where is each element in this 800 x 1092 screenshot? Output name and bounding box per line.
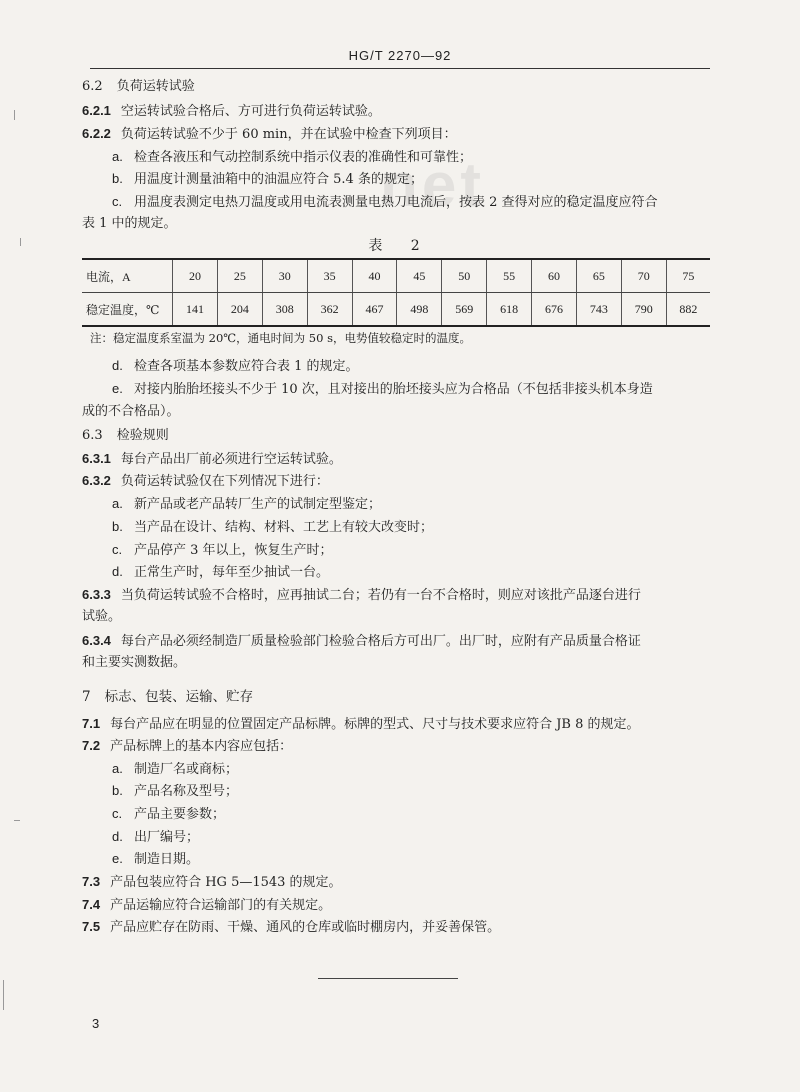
section-number: 6.3 (82, 428, 103, 443)
clause-7-4 (82, 896, 712, 915)
page-number: 3 (92, 1016, 100, 1031)
clause-text: 产品应贮存在防雨、干燥、通风的仓库或临时棚房内，并妥善保管。 (110, 920, 501, 935)
list-item (112, 148, 712, 167)
list-marker: c. (112, 542, 123, 557)
section-7-heading (82, 685, 253, 705)
table-cell: 790 (621, 293, 666, 327)
list-item (112, 850, 712, 869)
clause-6-3-2 (82, 472, 712, 491)
list-item (112, 193, 712, 212)
list-text: 新产品或老产品转厂生产的试制定型鉴定； (134, 497, 382, 512)
list-marker: a. (112, 761, 123, 776)
table-cell: 65 (576, 259, 621, 293)
list-item (112, 495, 712, 514)
clause-6-2-2 (82, 125, 712, 144)
list-item (112, 805, 712, 824)
clause-text: 产品标牌上的基本内容应包括： (110, 739, 293, 754)
clause-continuation: 和主要实测数据。 (82, 655, 187, 670)
table-cell: 204 (217, 293, 262, 327)
clause-text: 空运转试验合格后、方可进行负荷运转试验。 (120, 104, 381, 119)
section-number: 6.2 (82, 79, 103, 94)
clause-text: 产品运输应符合运输部门的有关规定。 (110, 898, 332, 913)
clause-number: 7.5 (82, 919, 101, 934)
table-cell: 882 (666, 293, 710, 327)
data-table (82, 258, 710, 327)
table-title: 表 2 (368, 238, 432, 254)
clause-7-2 (82, 737, 712, 756)
list-marker: c. (112, 806, 123, 821)
table-cell: 743 (576, 293, 621, 327)
clause-7-1 (82, 715, 712, 734)
section-title: 负荷运转试验 (116, 79, 195, 94)
table-cell: 50 (442, 259, 487, 293)
list-marker: d. (112, 829, 123, 844)
table-cell: 618 (487, 293, 532, 327)
list-item (112, 828, 712, 847)
list-text: 用温度计测量油箱中的油温应符合 5.4 条的规定； (134, 172, 423, 187)
table-row (82, 259, 710, 293)
table-cell: 25 (217, 259, 262, 293)
table-cell: 498 (397, 293, 442, 327)
scan-mark (3, 980, 4, 1010)
list-text: 检查各液压和气动控制系统中指示仪表的准确性和可靠性； (134, 150, 473, 165)
list-item (112, 760, 712, 779)
clause-number: 7.1 (82, 716, 101, 731)
list-item (112, 380, 712, 399)
table-row (82, 293, 710, 327)
row-header: 电流，A (82, 259, 173, 293)
list-item (112, 518, 712, 537)
clause-number: 6.3.1 (82, 451, 111, 466)
table-note: 注：稳定温度系室温为 20℃，通电时间为 50 s，电势值较稳定时的温度。 (90, 331, 471, 345)
clause-number: 7.4 (82, 897, 101, 912)
section-number: 7 (82, 689, 91, 705)
list-text: 检查各项基本参数应符合表 1 的规定。 (134, 359, 359, 374)
list-item-continuation: 表 1 中的规定。 (82, 216, 177, 231)
clause-text: 负荷运转试验不少于 60 min，并在试验中检查下列项目： (120, 127, 457, 142)
clause-6-3-3 (82, 586, 712, 605)
clause-number: 6.3.3 (82, 587, 111, 602)
clause-text: 每台产品出厂前必须进行空运转试验。 (120, 452, 342, 467)
clause-number: 6.3.4 (82, 633, 111, 648)
table-cell: 45 (397, 259, 442, 293)
list-marker: a. (112, 496, 123, 511)
clause-number: 6.2.1 (82, 103, 111, 118)
clause-6-2-1 (82, 102, 712, 121)
clause-number: 7.3 (82, 874, 101, 889)
table-cell: 55 (487, 259, 532, 293)
list-item (112, 170, 712, 189)
table-cell: 141 (173, 293, 218, 327)
table-cell: 75 (666, 259, 710, 293)
scan-mark (20, 238, 21, 246)
table-cell: 20 (173, 259, 218, 293)
list-marker: e. (112, 851, 123, 866)
row-header: 稳定温度，℃ (82, 293, 173, 327)
table-cell: 362 (307, 293, 352, 327)
clause-number: 6.3.2 (82, 473, 111, 488)
list-marker: e. (112, 381, 123, 396)
clause-text: 产品包装应符合 HG 5—1543 的规定。 (110, 875, 342, 890)
scan-mark (14, 820, 20, 821)
table-cell: 569 (442, 293, 487, 327)
clause-7-3 (82, 873, 712, 892)
table-cell: 35 (307, 259, 352, 293)
list-text: 对接内胎胎坯接头不少于 10 次，且对接出的胎坯接头应为合格品（不包括非接头机本身造 (134, 382, 653, 397)
table-cell: 676 (532, 293, 577, 327)
clause-text: 每台产品应在明显的位置固定产品标牌。标牌的型式、尺寸与技术要求应符合 JB 8 的规定。 (110, 717, 640, 732)
list-marker: d. (112, 358, 123, 373)
list-item (112, 357, 712, 376)
clause-6-3-4 (82, 632, 712, 651)
list-text: 制造厂名或商标； (134, 762, 239, 777)
table-cell: 467 (352, 293, 397, 327)
list-marker: b. (112, 171, 123, 186)
list-item-continuation: 成的不合格品）。 (82, 404, 180, 419)
list-text: 产品名称及型号； (134, 784, 239, 799)
header-rule (90, 68, 710, 69)
list-item (112, 782, 712, 801)
table-cell: 40 (352, 259, 397, 293)
clause-number: 7.2 (82, 738, 101, 753)
list-marker: b. (112, 519, 123, 534)
table-cell: 70 (621, 259, 666, 293)
clause-continuation: 试验。 (82, 609, 122, 624)
section-title: 检验规则 (116, 428, 169, 443)
clause-text: 负荷运转试验仅在下列情况下进行： (120, 474, 329, 489)
list-text: 产品主要参数； (134, 807, 226, 822)
watermark: net (380, 151, 485, 220)
clause-number: 6.2.2 (82, 126, 111, 141)
list-text: 正常生产时，每年至少抽试一台。 (134, 565, 330, 580)
list-text: 产品停产 3 年以上，恢复生产时； (134, 543, 333, 558)
page-header: HG/T 2270—92 (348, 48, 452, 63)
section-6-2-heading (82, 78, 712, 96)
list-marker: a. (112, 149, 123, 164)
clause-6-3-1 (82, 450, 712, 469)
end-rule (318, 978, 458, 979)
table-cell: 60 (532, 259, 577, 293)
list-marker: d. (112, 564, 123, 579)
list-item (112, 541, 712, 560)
list-text: 当产品在设计、结构、材料、工艺上有较大改变时； (134, 520, 434, 535)
clause-text: 当负荷运转试验不合格时，应再抽试二台；若仍有一台不合格时，则应对该批产品逐台进行 (120, 588, 641, 603)
clause-text: 每台产品必须经制造厂质量检验部门检验合格后方可出厂。出厂时，应附有产品质量合格证 (120, 634, 641, 649)
list-marker: b. (112, 783, 123, 798)
section-6-3-heading (82, 427, 712, 445)
table-cell: 30 (262, 259, 307, 293)
list-item (112, 563, 712, 582)
list-marker: c. (112, 194, 123, 209)
section-title: 标志、包装、运输、贮存 (104, 689, 254, 705)
list-text: 用温度表测定电热刀温度或用电流表测量电热刀电流后，按表 2 查得对应的稳定温度应符合 (134, 195, 658, 210)
table-cell: 308 (262, 293, 307, 327)
list-text: 制造日期。 (134, 852, 200, 867)
clause-7-5 (82, 918, 712, 937)
scan-mark (14, 110, 15, 120)
list-text: 出厂编号； (134, 830, 200, 845)
